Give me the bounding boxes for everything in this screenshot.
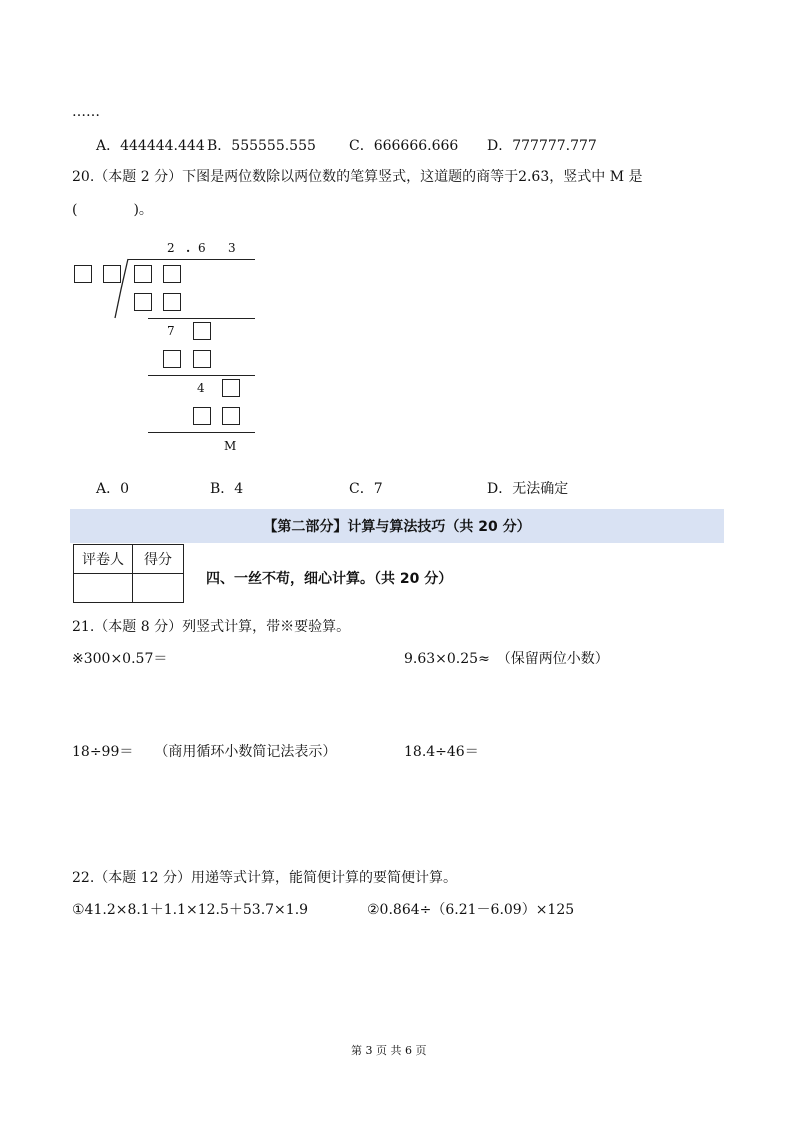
division-bar (128, 259, 255, 260)
quotient-digit-6: 6 (198, 241, 206, 255)
subtraction-line-2 (148, 375, 255, 376)
product1-box-1 (134, 293, 152, 311)
q20-option-c: C．7 (349, 481, 383, 497)
ellipsis: …… (72, 104, 100, 120)
divisor-box-1 (74, 265, 92, 283)
grader-table (73, 544, 184, 603)
subtraction-line-3 (148, 432, 255, 433)
q20-blank: ( )。 (72, 202, 153, 218)
m-label: M (224, 439, 237, 453)
part2-banner-text: 【第二部分】计算与算法技巧（共 20 分） (263, 519, 531, 535)
score-cell[interactable] (133, 574, 184, 603)
q20-option-d: D．无法确定 (487, 481, 569, 497)
subtraction-line-1 (148, 318, 255, 319)
q22-stem: 22.（本题 12 分）用递等式计算，能简便计算的要简便计算。 (72, 870, 457, 886)
section4-title: 四、一丝不苟，细心计算。（共 20 分） (206, 571, 453, 587)
q19-option-c: C．666666.666 (349, 138, 459, 154)
q20-option-b: B．4 (210, 481, 244, 497)
q21-item-1: ※300×0.57＝ (72, 651, 168, 667)
score-header: 得分 (133, 545, 184, 574)
q19-option-d: D．777777.777 (487, 138, 597, 154)
remainder2-box (222, 379, 240, 397)
remainder-digit-7: 7 (167, 324, 175, 338)
remainder1-box (193, 322, 211, 340)
dividend-box-2 (163, 265, 181, 283)
product2-box-2 (193, 350, 211, 368)
grader-header: 评卷人 (74, 545, 133, 574)
divisor-box-2 (103, 265, 121, 283)
quotient-point: . (186, 241, 191, 255)
dividend-box-1 (134, 265, 152, 283)
part2-banner (70, 509, 724, 543)
product3-box-1 (193, 407, 211, 425)
q20-stem: 20.（本题 2 分）下图是两位数除以两位数的笔算竖式，这道题的商等于2.6̇3̇，竖式中 M 是 (72, 169, 643, 185)
q19-option-b: B．555555.555 (207, 138, 316, 154)
quotient-digit-3: 3 (228, 241, 236, 255)
q21-item-4: 18.4÷46＝ (404, 744, 479, 760)
grader-cell[interactable] (74, 574, 133, 603)
q21-stem: 21.（本题 8 分）列竖式计算，带※要验算。 (72, 619, 351, 635)
q21-item-3: 18÷99＝ （商用循环小数简记法表示） (72, 744, 337, 760)
product3-box-2 (222, 407, 240, 425)
q20-option-a: A．0 (96, 481, 130, 497)
page-footer: 第 3 页 共 6 页 (351, 1044, 427, 1057)
q22-item-2: ②0.864÷（6.21－6.09）×125 (367, 902, 575, 918)
q21-item-2: 9.63×0.25≈ （保留两位小数） (404, 651, 609, 667)
q22-item-1: ①41.2×8.1＋1.1×12.5＋53.7×1.9 (72, 902, 309, 918)
quotient-digit-2: 2 (167, 241, 175, 255)
product1-box-2 (163, 293, 181, 311)
product2-box-1 (163, 350, 181, 368)
q19-option-a: A．444444.444 (96, 138, 205, 154)
remainder-digit-4: 4 (197, 381, 205, 395)
